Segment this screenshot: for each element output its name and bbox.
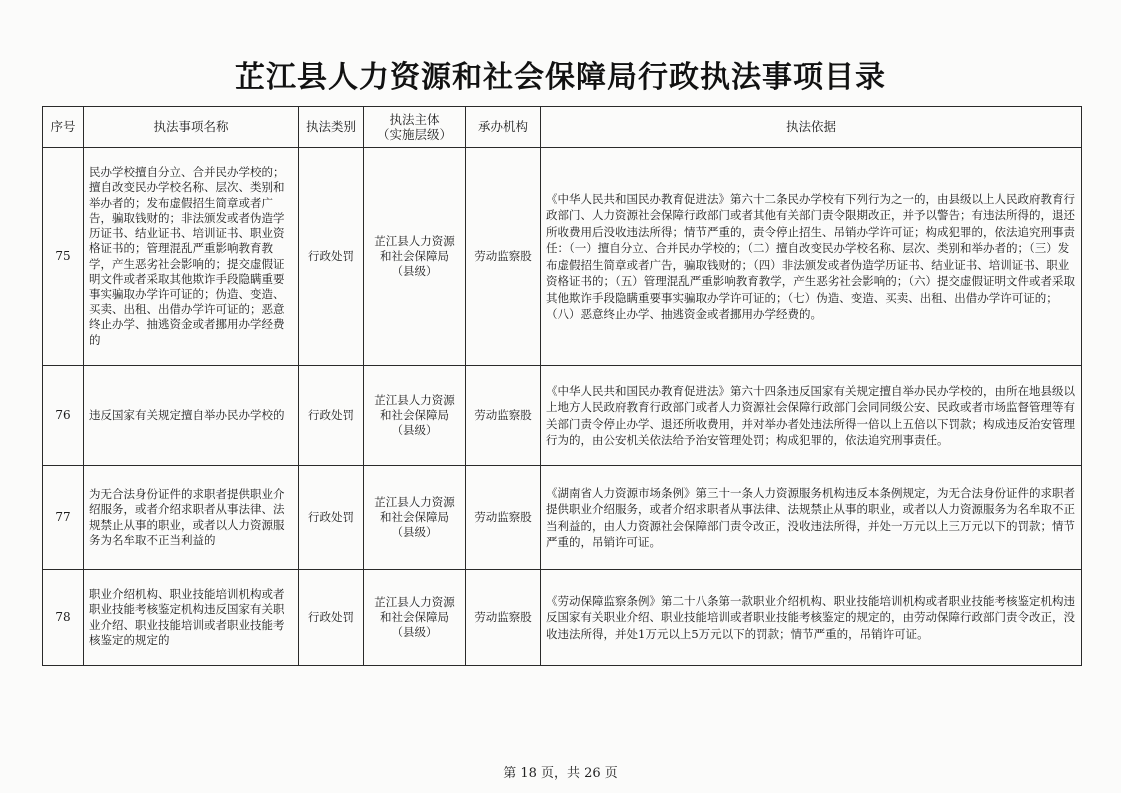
table-header-row [43,107,1082,148]
row-agency: 劳动监察股 [466,570,541,666]
row-agency: 劳动监察股 [466,148,541,366]
header-category: 执法类别 [299,107,364,148]
header-basis: 执法依据 [541,107,1082,148]
row-category: 行政处罚 [299,570,364,666]
row-category: 行政处罚 [299,148,364,366]
enforcement-catalog-table [42,106,1082,666]
row-index: 78 [43,570,84,666]
row-name: 为无合法身份证件的求职者提供职业介绍服务，或者介绍求职者从事法律、法规禁止从事的职业，或者以人力资源服务为名牟取不正当利益的 [84,466,299,570]
header-name: 执法事项名称 [84,107,299,148]
header-subject-line1: 执法主体 [389,111,440,127]
header-agency: 承办机构 [466,107,541,148]
row-agency: 劳动监察股 [466,366,541,466]
header-subject [364,107,466,148]
table-row [43,366,1082,466]
row-basis: 《湖南省人力资源市场条例》第三十一条人力资源服务机构违反本条例规定，为无合法身份证件的求职者提供职业介绍服务，或者介绍求职者从事法律、法规禁止从事的职业，或者以人力资源服务为名牟取不正当利益的，由人力资源社会保障部门责令改正，没收违法所得，并处一万元以上三万元以下的罚款；情节严重的，吊销许可证。 [541,466,1082,570]
table-row [43,148,1082,366]
row-basis: 《劳动保障监察条例》第二十八条第一款职业介绍机构、职业技能培训机构或者职业技能考核鉴定机构违反国家有关职业介绍、职业技能培训或者职业技能考核鉴定的规定的，由劳动保障行政部门责令改正，没收违法所得，并处1万元以上5万元以下的罚款；情节严重的，吊销许可证。 [541,570,1082,666]
row-name: 职业介绍机构、职业技能培训机构或者职业技能考核鉴定机构违反国家有关职业介绍、职业技能培训或者职业技能考核鉴定的规定的 [84,570,299,666]
page-title: 芷江县人力资源和社会保障局行政执法事项目录 [235,60,886,95]
row-index: 77 [43,466,84,570]
row-subject: 芷江县人力资源和社会保障局（县级） [364,570,466,666]
row-index: 76 [43,366,84,466]
row-agency: 劳动监察股 [466,466,541,570]
row-subject: 芷江县人力资源和社会保障局（县级） [364,366,466,466]
row-basis: 《中华人民共和国民办教育促进法》第六十四条违反国家有关规定擅自举办民办学校的，由所在地县级以上地方人民政府教育行政部门或者人力资源社会保障行政部门会同同级公安、民政或者市场监督管理等有关部门责令停止办学、退还所收费用，并对举办者处违法所得一倍以上五倍以下罚款；构成违反治安管理行为的，由公安机关依法给予治安管理处罚；构成犯罪的，依法追究刑事责任。 [541,366,1082,466]
row-subject: 芷江县人力资源和社会保障局（县级） [364,148,466,366]
row-name: 违反国家有关规定擅自举办民办学校的 [84,366,299,466]
table-row [43,466,1082,570]
row-category: 行政处罚 [299,466,364,570]
row-category: 行政处罚 [299,366,364,466]
table-row [43,570,1082,666]
header-index: 序号 [43,107,84,148]
row-name: 民办学校擅自分立、合并民办学校的；擅自改变民办学校名称、层次、类别和举办者的；发布虚假招生简章或者广告，骗取钱财的；非法颁发或者伪造学历证书、结业证书、培训证书、职业资格证书的；管理混乱严重影响教育教学，产生恶劣社会影响的；提交虚假证明文件或者采取其他欺诈手段隐瞒重要事实骗取办学许可证的；伪造、变造、买卖、出租、出借办学许可证的；恶意终止办学、抽逃资金或者挪用办学经费的 [84,148,299,366]
page-number: 第 18 页，共 26 页 [503,766,618,781]
row-basis: 《中华人民共和国民办教育促进法》第六十二条民办学校有下列行为之一的，由县级以上人民政府教育行政部门、人力资源社会保障行政部门或者其他有关部门责令限期改正，并予以警告；有违法所得的，退还所收费用后没收违法所得；情节严重的，责令停止招生、吊销办学许可证；构成犯罪的，依法追究刑事责任：（一）擅自分立、合并民办学校的；（二）擅自改变民办学校名称、层次、类别和举办者的；（三）发布虚假招生简章或者广告，骗取钱财的；（四）非法颁发或者伪造学历证书、结业证书、培训证书、职业资格证书的；（五）管理混乱严重影响教育教学，产生恶劣社会影响的；（六）提交虚假证明文件或者采取其他欺诈手段隐瞒重要事实骗取办学许可证的；（七）伪造、变造、买卖、出租、出借办学许可证的；（八）恶意终止办学、抽逃资金或者挪用办学经费的。 [541,148,1082,366]
row-subject: 芷江县人力资源和社会保障局（县级） [364,466,466,570]
header-subject-line2: （实施层级） [376,127,452,142]
row-index: 75 [43,148,84,366]
